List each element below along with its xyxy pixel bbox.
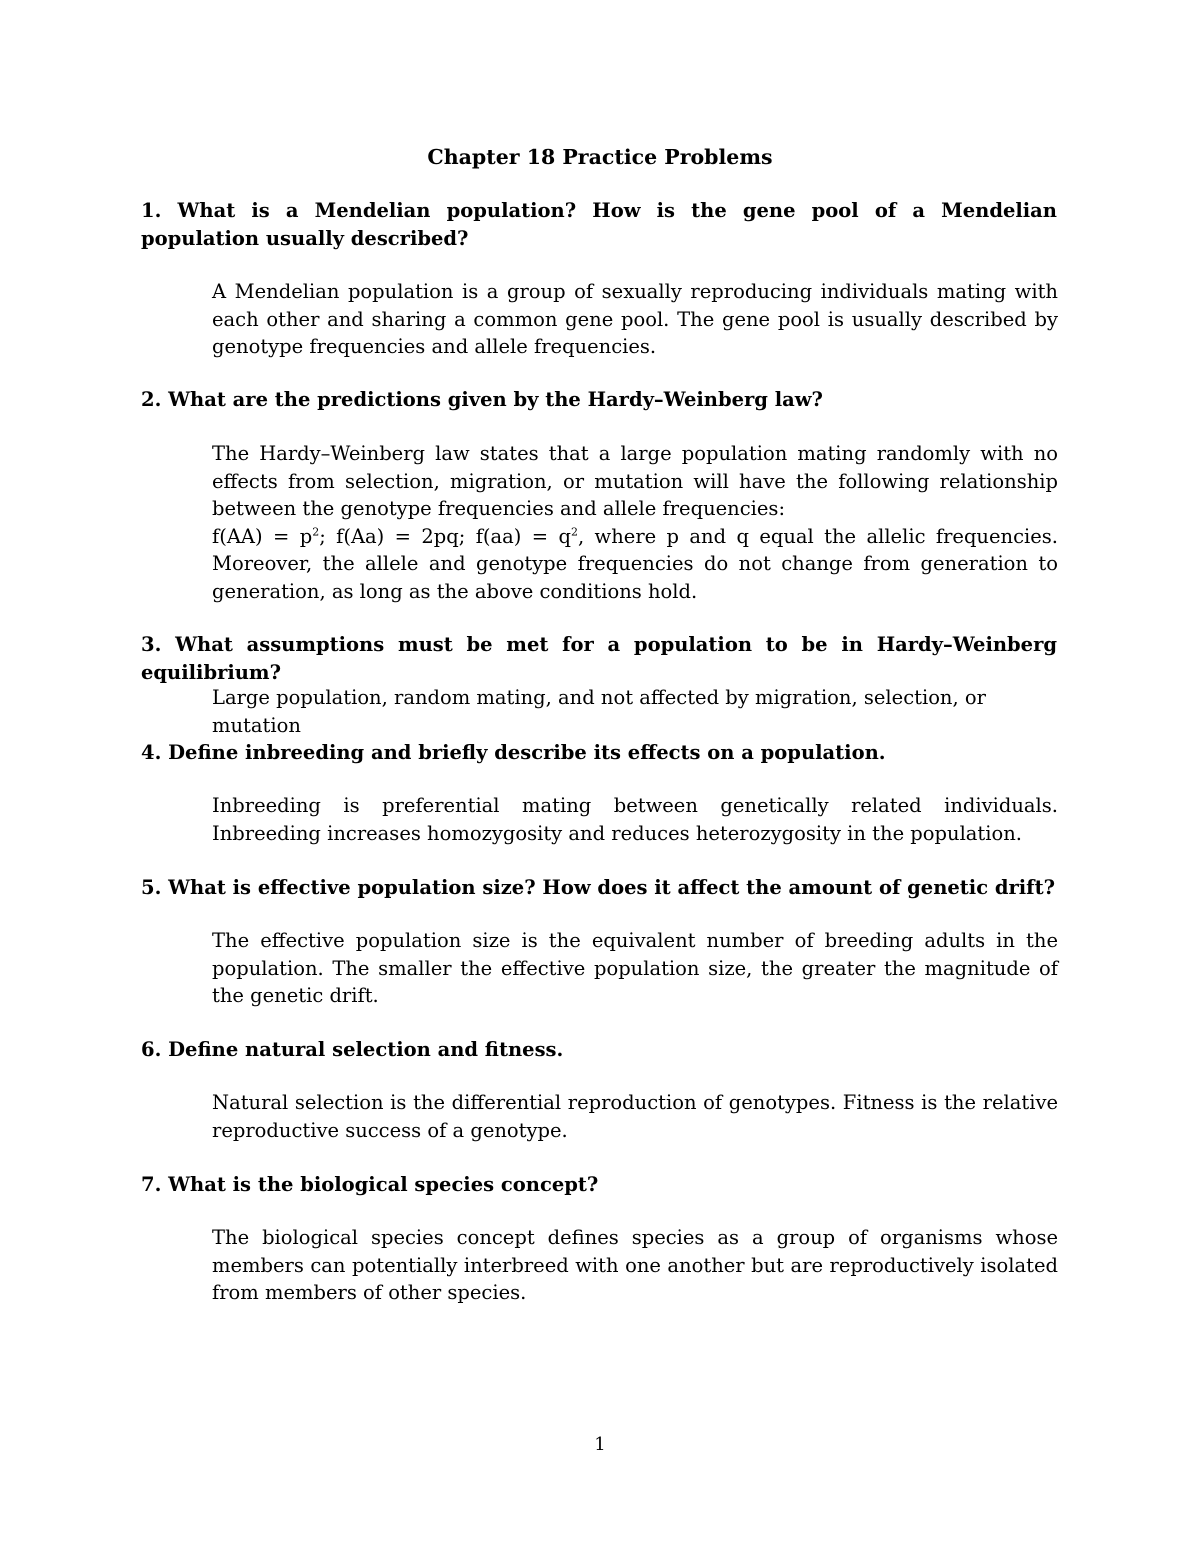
question-4: 4. Define inbreeding and briefly describe its effects on a population. [141, 741, 886, 764]
answer-2-formula [212, 523, 1058, 606]
question-5: 5. What is effective population size? How does it affect the amount of genetic drift? [141, 876, 1055, 899]
answer-2-intro: The Hardy–Weinberg law states that a large population mating randomly with no effects from selection, migration, or mutation will have the following relationship between the genotype frequencies and allele frequencies: [212, 442, 1058, 520]
formula-f-Aa-aa: ; f(Aa) = 2pq; f(aa) = q [319, 524, 571, 548]
question-6: 6. Define natural selection and fitness. [141, 1038, 564, 1061]
answer-4: Inbreeding is preferential mating between genetically related individuals. Inbreeding increases homozygosity and reduces heterozygosity in the population. [212, 794, 1058, 845]
exponent-q-squared: 2 [570, 525, 578, 538]
answer-2-rest: , where p and q equal the allelic frequencies. Moreover, the allele and genotype frequencies do not change from generation to generation, as long as the above conditions hold. [212, 524, 1058, 603]
answer-6: Natural selection is the differential reproduction of genotypes. Fitness is the relative reproductive success of a genotype. [212, 1091, 1058, 1142]
formula-f-AA: f(AA) = p [212, 524, 313, 548]
answer-3: Large population, random mating, and not affected by migration, selection, or mutation [212, 686, 986, 737]
question-2: 2. What are the predictions given by the Hardy–Weinberg law? [141, 388, 823, 411]
answer-2 [212, 440, 1058, 605]
question-3: 3. What assumptions must be met for a population to be in Hardy–Weinberg equilibrium? [141, 633, 1057, 684]
question-1: 1. What is a Mendelian population? How is the gene pool of a Mendelian population usually described? [141, 199, 1057, 250]
answer-5: The effective population size is the equivalent number of breeding adults in the population. The smaller the effective population size, the greater the magnitude of the genetic drift. [212, 929, 1058, 1007]
answer-1: A Mendelian population is a group of sexually reproducing individuals mating with each other and sharing a common gene pool. The gene pool is usually described by genotype frequencies and allele frequencies. [212, 280, 1058, 358]
answer-7: The biological species concept defines species as a group of organisms whose members can potentially interbreed with one another but are reproductively isolated from members of other species. [212, 1226, 1058, 1304]
page-title: Chapter 18 Practice Problems [427, 145, 773, 169]
exponent-p-squared: 2 [312, 525, 320, 538]
question-7: 7. What is the biological species concept? [141, 1173, 599, 1196]
page-number: 1 [594, 1434, 606, 1455]
